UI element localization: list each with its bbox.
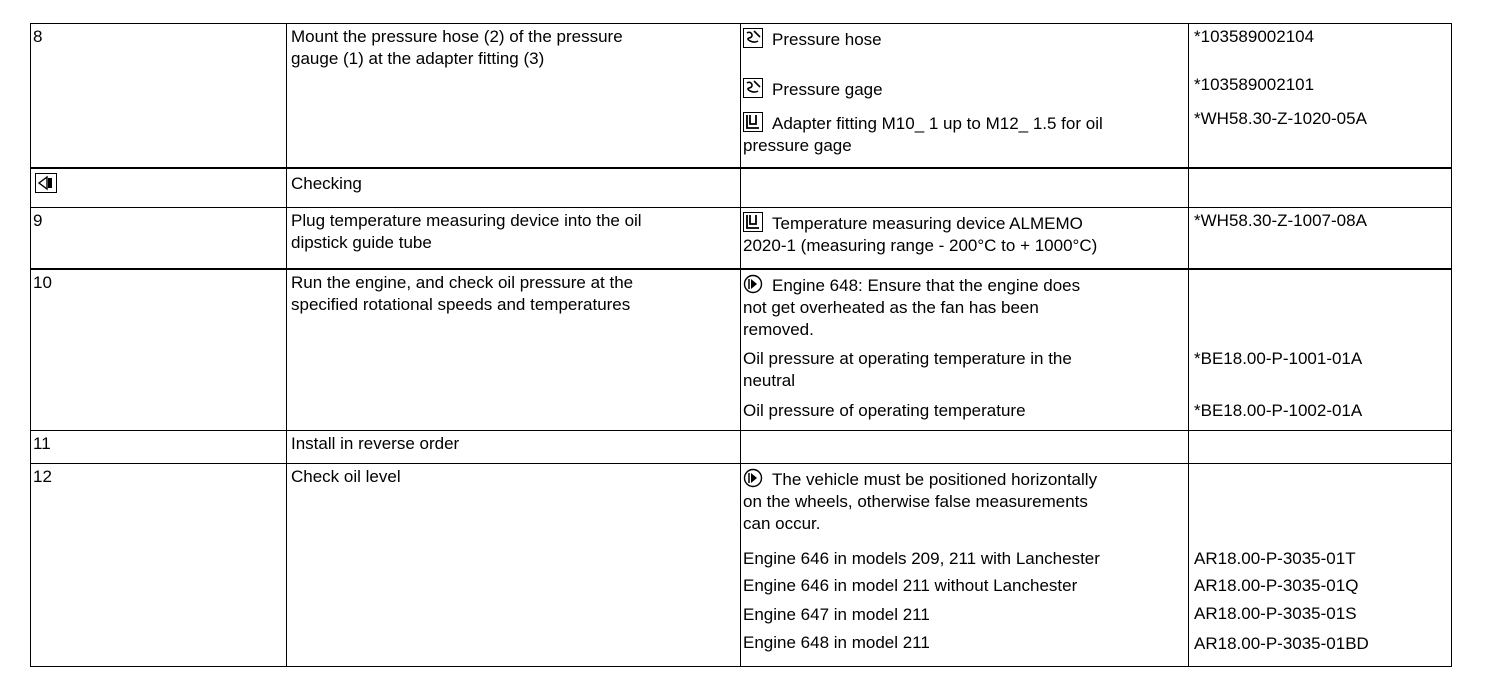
action-text: dipstick guide tube	[291, 233, 432, 252]
engine-text: Engine 646 in models 209, 211 with Lanchester	[743, 549, 1100, 568]
action-cell	[287, 464, 741, 667]
action-text: Check oil level	[291, 467, 401, 486]
tool-name: pressure gage	[743, 136, 852, 155]
step-icon-cell	[31, 168, 287, 208]
details-cell	[741, 269, 1189, 431]
tool-name: Pressure gage	[772, 80, 883, 99]
action-text: Install in reverse order	[291, 434, 460, 453]
details-cell	[741, 431, 1189, 464]
reference-cell	[1189, 431, 1452, 464]
note-text: removed.	[743, 320, 814, 339]
reference-link[interactable]: AR18.00-P-3035-01T	[1194, 549, 1356, 568]
note-text: on the wheels, otherwise false measurements	[743, 492, 1088, 511]
action-text: gauge (1) at the adapter fitting (3)	[291, 49, 545, 68]
reference-cell	[1189, 208, 1452, 270]
note-icon	[743, 274, 763, 294]
action-text: Plug temperature measuring device into the oil	[291, 211, 642, 230]
engine-text: Engine 647 in model 211	[743, 605, 930, 624]
tool-name: Pressure hose	[772, 30, 882, 49]
action-text: Mount the pressure hose (2) of the pressure	[291, 27, 623, 46]
step-number: 12	[33, 467, 52, 486]
note-text: can occur.	[743, 514, 821, 533]
commercial-tool-icon	[743, 212, 763, 232]
table-row	[31, 431, 1452, 464]
special-tool-icon	[743, 78, 763, 98]
checking-icon	[35, 173, 57, 193]
reference-link[interactable]: *103589002101	[1194, 75, 1315, 94]
spec-text: neutral	[743, 371, 795, 390]
spec-text: Oil pressure at operating temperature in the	[743, 349, 1072, 368]
action-cell	[287, 24, 741, 169]
table-row	[31, 24, 1452, 169]
action-cell	[287, 168, 741, 208]
details-cell	[741, 208, 1189, 270]
details-cell	[741, 24, 1189, 169]
step-number-cell	[31, 269, 287, 431]
tool-name: Adapter fitting M10_ 1 up to M12_ 1.5 for oil	[772, 114, 1103, 133]
step-number-cell	[31, 208, 287, 270]
tool-name: Temperature measuring device ALMEMO	[772, 214, 1083, 233]
reference-link[interactable]: *WH58.30-Z-1007-08A	[1194, 211, 1367, 230]
engine-text: Engine 646 in model 211 without Lanchester	[743, 576, 1078, 595]
spec-text: Oil pressure of operating temperature	[743, 401, 1026, 420]
note-text: not get overheated as the fan has been	[743, 298, 1039, 317]
step-number: 11	[33, 434, 51, 453]
table-row	[31, 168, 1452, 208]
note-text: Engine 648: Ensure that the engine does	[772, 276, 1081, 295]
procedure-document	[30, 23, 1447, 667]
details-cell	[741, 168, 1189, 208]
commercial-tool-icon	[743, 112, 763, 132]
reference-link[interactable]: AR18.00-P-3035-01S	[1194, 604, 1357, 623]
details-cell	[741, 464, 1189, 667]
reference-cell	[1189, 24, 1452, 169]
action-text: Checking	[291, 174, 362, 193]
reference-link[interactable]: *103589002104	[1194, 27, 1315, 46]
procedure-table	[30, 23, 1452, 667]
table-row	[31, 269, 1452, 431]
reference-cell	[1189, 269, 1452, 431]
action-text: Run the engine, and check oil pressure at the	[291, 273, 634, 292]
special-tool-icon	[743, 28, 763, 48]
action-cell	[287, 431, 741, 464]
action-cell	[287, 269, 741, 431]
reference-link[interactable]: *WH58.30-Z-1020-05A	[1194, 109, 1367, 128]
table-row	[31, 208, 1452, 270]
step-number: 9	[33, 211, 43, 230]
reference-link[interactable]: AR18.00-P-3035-01Q	[1194, 576, 1359, 595]
action-text: specified rotational speeds and temperatures	[291, 295, 631, 314]
table-row	[31, 464, 1452, 667]
step-number-cell	[31, 24, 287, 169]
note-icon	[743, 468, 763, 488]
reference-link[interactable]: AR18.00-P-3035-01BD	[1194, 634, 1369, 653]
reference-link[interactable]: *BE18.00-P-1002-01A	[1194, 401, 1363, 420]
step-number: 8	[33, 27, 43, 46]
reference-cell	[1189, 464, 1452, 667]
reference-cell	[1189, 168, 1452, 208]
step-number-cell	[31, 431, 287, 464]
tool-name: 2020-1 (measuring range - 200°C to + 1000°C)	[743, 236, 1098, 255]
engine-text: Engine 648 in model 211	[743, 633, 930, 652]
note-text: The vehicle must be positioned horizontally	[772, 470, 1098, 489]
step-number: 10	[33, 273, 52, 292]
step-number-cell	[31, 464, 287, 667]
reference-link[interactable]: *BE18.00-P-1001-01A	[1194, 349, 1363, 368]
action-cell	[287, 208, 741, 270]
